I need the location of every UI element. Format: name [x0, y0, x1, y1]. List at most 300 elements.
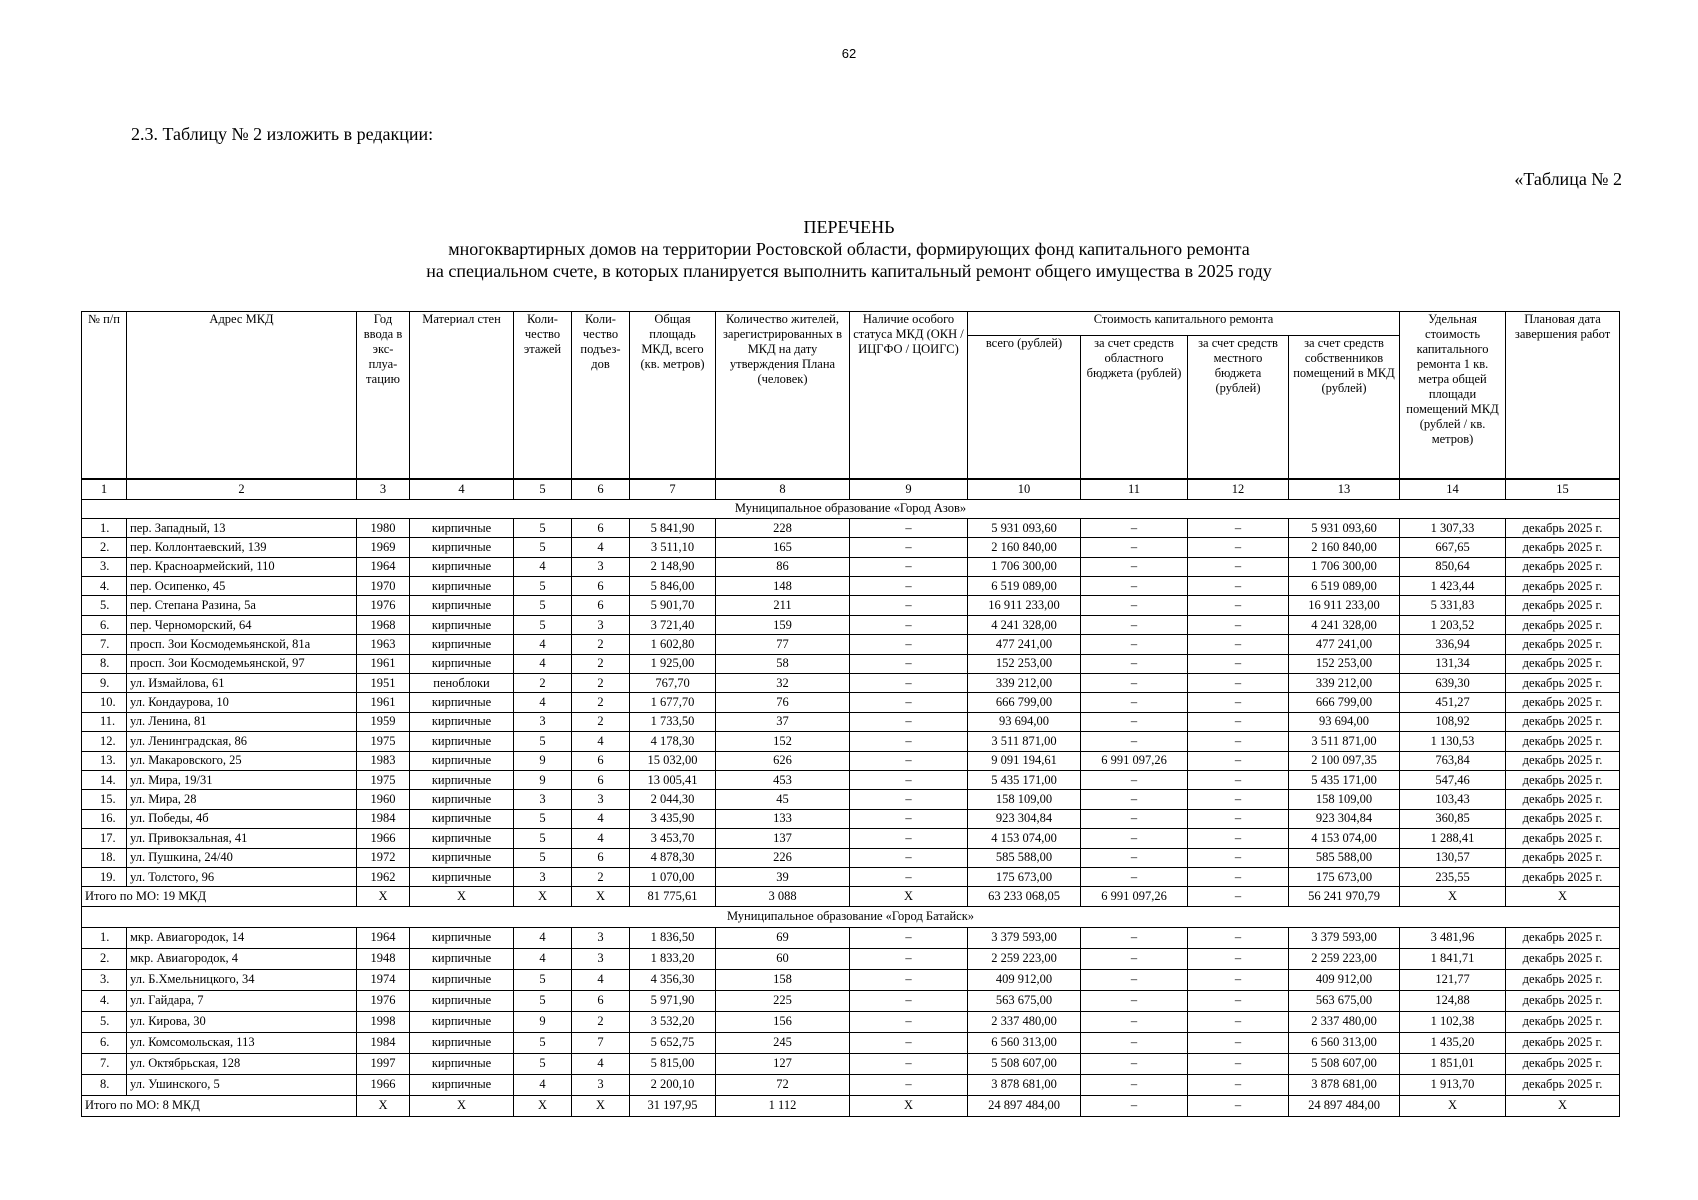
- table-cell: ул. Гайдара, 7: [127, 990, 357, 1011]
- table-cell: –: [1081, 577, 1188, 596]
- table-cell: 1 925,00: [630, 654, 716, 673]
- table-cell: 667,65: [1400, 538, 1506, 557]
- table-cell: 4: [572, 969, 630, 990]
- table-cell: –: [1188, 770, 1289, 789]
- column-numbers-row: [82, 479, 1620, 500]
- table-cell: декабрь 2025 г.: [1506, 577, 1620, 596]
- table-cell: пер. Осипенко, 45: [127, 577, 357, 596]
- table-cell: кирпичные: [410, 809, 514, 828]
- table-cell: –: [850, 518, 968, 537]
- total-cell: X: [572, 887, 630, 906]
- table-cell: декабрь 2025 г.: [1506, 829, 1620, 848]
- total-cell: 24 897 484,00: [1289, 1095, 1400, 1116]
- table-cell: 1966: [357, 1074, 410, 1095]
- table-cell: 5: [514, 596, 572, 615]
- table-row: [82, 770, 1620, 789]
- column-number: 10: [968, 479, 1081, 500]
- table-cell: 5: [514, 809, 572, 828]
- table-cell: –: [1188, 829, 1289, 848]
- table-cell: 763,84: [1400, 751, 1506, 770]
- table-cell: ул. Мира, 19/31: [127, 770, 357, 789]
- table-cell: 1975: [357, 732, 410, 751]
- title-line: на специальном счете, в которых планируется выполнить капитальный ремонт общего имущества в 2025 году: [426, 261, 1272, 281]
- total-cell: 31 197,95: [630, 1095, 716, 1116]
- table-cell: 3: [572, 790, 630, 809]
- table-cell: 1997: [357, 1053, 410, 1074]
- table-cell: кирпичные: [410, 615, 514, 634]
- table-cell: 9: [514, 751, 572, 770]
- table-cell: 103,43: [1400, 790, 1506, 809]
- table-cell: декабрь 2025 г.: [1506, 596, 1620, 615]
- table-cell: 5 652,75: [630, 1032, 716, 1053]
- table-cell: 9 091 194,61: [968, 751, 1081, 770]
- table-cell: 6 991 097,26: [1081, 751, 1188, 770]
- table-cell: –: [850, 1074, 968, 1095]
- table-cell: –: [850, 990, 968, 1011]
- table-cell: –: [850, 538, 968, 557]
- column-number: 15: [1506, 479, 1620, 500]
- table-cell: 1 706 300,00: [1289, 557, 1400, 576]
- table-cell: ул. Ушинского, 5: [127, 1074, 357, 1095]
- table-cell: 158: [716, 969, 850, 990]
- table-cell: 3: [572, 557, 630, 576]
- table-cell: 13 005,41: [630, 770, 716, 789]
- table-cell: 6 560 313,00: [968, 1032, 1081, 1053]
- table-cell: –: [1188, 948, 1289, 969]
- column-number: 13: [1289, 479, 1400, 500]
- table-cell: –: [1081, 635, 1188, 654]
- table-row: [82, 712, 1620, 731]
- table-cell: пер. Коллонтаевский, 139: [127, 538, 357, 557]
- table-cell: кирпичные: [410, 1074, 514, 1095]
- table-row: [82, 577, 1620, 596]
- table-cell: 5 508 607,00: [1289, 1053, 1400, 1074]
- table-row: [82, 969, 1620, 990]
- table-cell: 1959: [357, 712, 410, 731]
- table-cell: 3: [514, 867, 572, 886]
- table-cell: 1 423,44: [1400, 577, 1506, 596]
- table-cell: 2: [572, 1011, 630, 1032]
- table-cell: 639,30: [1400, 674, 1506, 693]
- table-cell: –: [1188, 790, 1289, 809]
- total-cell: 81 775,61: [630, 887, 716, 906]
- table-cell: 11.: [82, 712, 127, 731]
- table-cell: 3 511 871,00: [968, 732, 1081, 751]
- table-cell: пер. Степана Разина, 5а: [127, 596, 357, 615]
- table-cell: –: [850, 948, 968, 969]
- table-cell: 130,57: [1400, 848, 1506, 867]
- table-cell: –: [850, 829, 968, 848]
- table-cell: 1984: [357, 809, 410, 828]
- table-row: [82, 674, 1620, 693]
- table-cell: кирпичные: [410, 948, 514, 969]
- table-cell: 2: [572, 674, 630, 693]
- header-planned-date: Плановая дата завершения работ: [1506, 312, 1620, 479]
- table-cell: 5 331,83: [1400, 596, 1506, 615]
- table-cell: –: [1188, 848, 1289, 867]
- table-cell: 4: [514, 635, 572, 654]
- column-number: 12: [1188, 479, 1289, 500]
- table-cell: декабрь 2025 г.: [1506, 732, 1620, 751]
- table-cell: 245: [716, 1032, 850, 1053]
- table-cell: –: [1188, 712, 1289, 731]
- table-cell: –: [1081, 848, 1188, 867]
- table-row: [82, 1032, 1620, 1053]
- table-cell: 39: [716, 867, 850, 886]
- table-cell: 563 675,00: [1289, 990, 1400, 1011]
- table-cell: пеноблоки: [410, 674, 514, 693]
- header-cost-total: всего (рублей): [968, 336, 1081, 479]
- table-cell: –: [850, 577, 968, 596]
- column-number: 7: [630, 479, 716, 500]
- table-cell: 6: [572, 848, 630, 867]
- table-cell: 86: [716, 557, 850, 576]
- table-cell: 5 841,90: [630, 518, 716, 537]
- table-row: [82, 948, 1620, 969]
- table-cell: 4: [514, 693, 572, 712]
- table-cell: 6.: [82, 1032, 127, 1053]
- table-cell: –: [1188, 969, 1289, 990]
- table-cell: кирпичные: [410, 635, 514, 654]
- table-cell: 93 694,00: [1289, 712, 1400, 731]
- table-cell: 6: [572, 577, 630, 596]
- total-cell: 56 241 970,79: [1289, 887, 1400, 906]
- table-cell: 2 160 840,00: [968, 538, 1081, 557]
- table-cell: 58: [716, 654, 850, 673]
- table-cell: 4: [572, 809, 630, 828]
- table-cell: –: [850, 809, 968, 828]
- table-cell: 3: [572, 927, 630, 948]
- table-cell: 5 435 171,00: [968, 770, 1081, 789]
- table-cell: 3 379 593,00: [968, 927, 1081, 948]
- table-cell: 4 153 074,00: [968, 829, 1081, 848]
- column-number: 14: [1400, 479, 1506, 500]
- table-cell: 3 532,20: [630, 1011, 716, 1032]
- page-number: 62: [841, 46, 857, 61]
- table-cell: декабрь 2025 г.: [1506, 557, 1620, 576]
- table-cell: 158 109,00: [1289, 790, 1400, 809]
- total-cell: X: [850, 887, 968, 906]
- table-cell: 1984: [357, 1032, 410, 1053]
- table-cell: 2: [572, 712, 630, 731]
- table-cell: –: [1081, 712, 1188, 731]
- table-cell: ул. Победы, 4б: [127, 809, 357, 828]
- table-cell: –: [1188, 518, 1289, 537]
- table-cell: 4 178,30: [630, 732, 716, 751]
- table-cell: 7: [572, 1032, 630, 1053]
- table-cell: ул. Кирова, 30: [127, 1011, 357, 1032]
- table-cell: 9: [514, 770, 572, 789]
- table-cell: кирпичные: [410, 751, 514, 770]
- total-cell: –: [1188, 1095, 1289, 1116]
- table-cell: кирпичные: [410, 867, 514, 886]
- table-cell: декабрь 2025 г.: [1506, 751, 1620, 770]
- table-cell: 666 799,00: [968, 693, 1081, 712]
- table-cell: 477 241,00: [968, 635, 1081, 654]
- table-row: [82, 867, 1620, 886]
- table-cell: 453: [716, 770, 850, 789]
- table-cell: 3 878 681,00: [968, 1074, 1081, 1095]
- table-cell: декабрь 2025 г.: [1506, 635, 1620, 654]
- table-cell: 1960: [357, 790, 410, 809]
- table-cell: 3: [572, 615, 630, 634]
- table-cell: 4 153 074,00: [1289, 829, 1400, 848]
- table-cell: просп. Зои Космодемьянской, 81а: [127, 635, 357, 654]
- table-cell: –: [850, 732, 968, 751]
- table-cell: 93 694,00: [968, 712, 1081, 731]
- table-cell: 14.: [82, 770, 127, 789]
- table-cell: –: [1081, 809, 1188, 828]
- table-cell: 148: [716, 577, 850, 596]
- table-cell: 3.: [82, 557, 127, 576]
- table-row: [82, 790, 1620, 809]
- table-cell: –: [850, 693, 968, 712]
- table-cell: кирпичные: [410, 1032, 514, 1053]
- table-cell: 1 288,41: [1400, 829, 1506, 848]
- table-cell: 5 846,00: [630, 577, 716, 596]
- table-cell: 12.: [82, 732, 127, 751]
- table-cell: 69: [716, 927, 850, 948]
- table-cell: 2 160 840,00: [1289, 538, 1400, 557]
- table-cell: 1961: [357, 693, 410, 712]
- table-cell: 2: [572, 693, 630, 712]
- table-cell: декабрь 2025 г.: [1506, 969, 1620, 990]
- table-row: [82, 848, 1620, 867]
- header-year: Год ввода в экс-плуа-тацию: [357, 312, 410, 479]
- header-material: Материал стен: [410, 312, 514, 479]
- table-cell: 60: [716, 948, 850, 969]
- total-cell: 24 897 484,00: [968, 1095, 1081, 1116]
- total-cell: X: [1400, 887, 1506, 906]
- table-row: [82, 518, 1620, 537]
- table-cell: 18.: [82, 848, 127, 867]
- table-cell: кирпичные: [410, 596, 514, 615]
- table-row: [82, 829, 1620, 848]
- table-cell: –: [850, 596, 968, 615]
- table-cell: декабрь 2025 г.: [1506, 848, 1620, 867]
- total-cell: X: [357, 1095, 410, 1116]
- table-row: [82, 1053, 1620, 1074]
- header-cost-owners: за счет средств собственников помещений в МКД (рублей): [1289, 336, 1400, 479]
- table-cell: 2 259 223,00: [968, 948, 1081, 969]
- table-cell: 45: [716, 790, 850, 809]
- table-cell: кирпичные: [410, 654, 514, 673]
- table-cell: 626: [716, 751, 850, 770]
- table-cell: –: [850, 927, 968, 948]
- table-cell: 1970: [357, 577, 410, 596]
- table-cell: 1964: [357, 557, 410, 576]
- table-cell: –: [1188, 654, 1289, 673]
- table-cell: 19.: [82, 867, 127, 886]
- table-cell: декабрь 2025 г.: [1506, 712, 1620, 731]
- table-cell: 1951: [357, 674, 410, 693]
- table-cell: 1 733,50: [630, 712, 716, 731]
- table-cell: 6: [572, 990, 630, 1011]
- table-cell: ул. Пушкина, 24/40: [127, 848, 357, 867]
- total-cell: X: [572, 1095, 630, 1116]
- table-cell: 133: [716, 809, 850, 828]
- table-cell: –: [1081, 927, 1188, 948]
- table-cell: –: [1081, 867, 1188, 886]
- table-cell: 6: [572, 518, 630, 537]
- table-cell: 152 253,00: [1289, 654, 1400, 673]
- table-cell: 451,27: [1400, 693, 1506, 712]
- table-cell: кирпичные: [410, 693, 514, 712]
- total-row: [82, 1095, 1620, 1116]
- table-cell: декабрь 2025 г.: [1506, 654, 1620, 673]
- table-cell: 2 200,10: [630, 1074, 716, 1095]
- table-cell: 1 435,20: [1400, 1032, 1506, 1053]
- table-cell: 3 379 593,00: [1289, 927, 1400, 948]
- table-cell: кирпичные: [410, 927, 514, 948]
- table-cell: 5: [514, 1053, 572, 1074]
- table-cell: 1968: [357, 615, 410, 634]
- table-row: [82, 693, 1620, 712]
- column-number: 9: [850, 479, 968, 500]
- table-cell: 4: [514, 948, 572, 969]
- column-number: 6: [572, 479, 630, 500]
- table-cell: 3 481,96: [1400, 927, 1506, 948]
- table-cell: декабрь 2025 г.: [1506, 790, 1620, 809]
- table-cell: 5: [514, 518, 572, 537]
- table-cell: –: [1081, 732, 1188, 751]
- column-number: 11: [1081, 479, 1188, 500]
- table-cell: –: [1081, 615, 1188, 634]
- total-cell: X: [1400, 1095, 1506, 1116]
- table-cell: 923 304,84: [968, 809, 1081, 828]
- table-cell: декабрь 2025 г.: [1506, 990, 1620, 1011]
- table-cell: кирпичные: [410, 770, 514, 789]
- table-cell: 3 511 871,00: [1289, 732, 1400, 751]
- table-cell: –: [1081, 1053, 1188, 1074]
- table-cell: 15.: [82, 790, 127, 809]
- table-cell: кирпичные: [410, 577, 514, 596]
- table-cell: 4: [514, 1074, 572, 1095]
- table-cell: 225: [716, 990, 850, 1011]
- table-cell: –: [1081, 538, 1188, 557]
- table-cell: кирпичные: [410, 518, 514, 537]
- table-cell: 5: [514, 1032, 572, 1053]
- table-cell: –: [1188, 674, 1289, 693]
- table-cell: –: [1081, 1032, 1188, 1053]
- table-cell: 158 109,00: [968, 790, 1081, 809]
- intro-paragraph: 2.3. Таблицу № 2 изложить в редакции:: [131, 124, 434, 144]
- table-cell: кирпичные: [410, 790, 514, 809]
- table-cell: –: [850, 1053, 968, 1074]
- table-cell: –: [1188, 867, 1289, 886]
- table-cell: кирпичные: [410, 712, 514, 731]
- table-cell: –: [1081, 990, 1188, 1011]
- table-cell: 4.: [82, 990, 127, 1011]
- table-cell: 5 931 093,60: [1289, 518, 1400, 537]
- table-cell: 360,85: [1400, 809, 1506, 828]
- table-cell: 7.: [82, 1053, 127, 1074]
- table-cell: 4 356,30: [630, 969, 716, 990]
- table-cell: 152 253,00: [968, 654, 1081, 673]
- table-cell: 1948: [357, 948, 410, 969]
- table-row: [82, 596, 1620, 615]
- total-cell: X: [410, 887, 514, 906]
- table-cell: 9.: [82, 674, 127, 693]
- table-cell: 1964: [357, 927, 410, 948]
- table-cell: –: [1188, 809, 1289, 828]
- table-cell: 1 602,80: [630, 635, 716, 654]
- table-cell: 3 453,70: [630, 829, 716, 848]
- table-cell: 10.: [82, 693, 127, 712]
- municipality-bataysk: [82, 906, 1620, 1116]
- municipality-header: Муниципальное образование «Город Батайск»: [82, 906, 1620, 927]
- table-cell: 585 588,00: [1289, 848, 1400, 867]
- table-cell: декабрь 2025 г.: [1506, 518, 1620, 537]
- table-cell: 1.: [82, 927, 127, 948]
- header-cost-regional: за счет средств областного бюджета (рублей): [1081, 336, 1188, 479]
- table-cell: 3 435,90: [630, 809, 716, 828]
- table-cell: 2: [572, 867, 630, 886]
- table-row: [82, 1074, 1620, 1095]
- table-row: [82, 538, 1620, 557]
- table-cell: ул. Кондаурова, 10: [127, 693, 357, 712]
- table-cell: 3: [514, 790, 572, 809]
- table-cell: ул. Комсомольская, 113: [127, 1032, 357, 1053]
- table-cell: 923 304,84: [1289, 809, 1400, 828]
- total-cell: X: [514, 1095, 572, 1116]
- table-cell: кирпичные: [410, 538, 514, 557]
- table-cell: 339 212,00: [1289, 674, 1400, 693]
- table-cell: –: [1081, 596, 1188, 615]
- table-cell: 6: [572, 596, 630, 615]
- table-row: [82, 557, 1620, 576]
- table-cell: –: [1081, 518, 1188, 537]
- table-cell: 175 673,00: [968, 867, 1081, 886]
- table-cell: 226: [716, 848, 850, 867]
- table-cell: 6: [572, 770, 630, 789]
- table-cell: 127: [716, 1053, 850, 1074]
- table-cell: мкр. Авиагородок, 14: [127, 927, 357, 948]
- table-cell: 1974: [357, 969, 410, 990]
- table-cell: –: [850, 790, 968, 809]
- table-cell: кирпичные: [410, 732, 514, 751]
- table-cell: 2 100 097,35: [1289, 751, 1400, 770]
- table-row: [82, 732, 1620, 751]
- table-cell: 6.: [82, 615, 127, 634]
- table-cell: декабрь 2025 г.: [1506, 927, 1620, 948]
- table-cell: 13.: [82, 751, 127, 770]
- table-cell: –: [850, 1011, 968, 1032]
- table-cell: 5: [514, 732, 572, 751]
- table-cell: –: [1188, 1074, 1289, 1095]
- table-cell: 563 675,00: [968, 990, 1081, 1011]
- table-cell: 6 519 089,00: [1289, 577, 1400, 596]
- table-cell: мкр. Авиагородок, 4: [127, 948, 357, 969]
- table-cell: 2 337 480,00: [968, 1011, 1081, 1032]
- table-cell: 6 519 089,00: [968, 577, 1081, 596]
- table-cell: 137: [716, 829, 850, 848]
- table-cell: –: [1188, 635, 1289, 654]
- table-cell: ул. Макаровского, 25: [127, 751, 357, 770]
- table-cell: 5.: [82, 596, 127, 615]
- table-cell: –: [1188, 538, 1289, 557]
- table-cell: –: [1188, 732, 1289, 751]
- table-cell: 3: [514, 712, 572, 731]
- table-cell: кирпичные: [410, 557, 514, 576]
- column-number: 8: [716, 479, 850, 500]
- header-status: Наличие особого статуса МКД (ОКН / ИЦГФО / ЦОИГС): [850, 312, 968, 479]
- table-cell: 1 203,52: [1400, 615, 1506, 634]
- table-cell: –: [850, 848, 968, 867]
- register-table: [81, 311, 1620, 1117]
- column-number: 1: [82, 479, 127, 500]
- column-number: 2: [127, 479, 357, 500]
